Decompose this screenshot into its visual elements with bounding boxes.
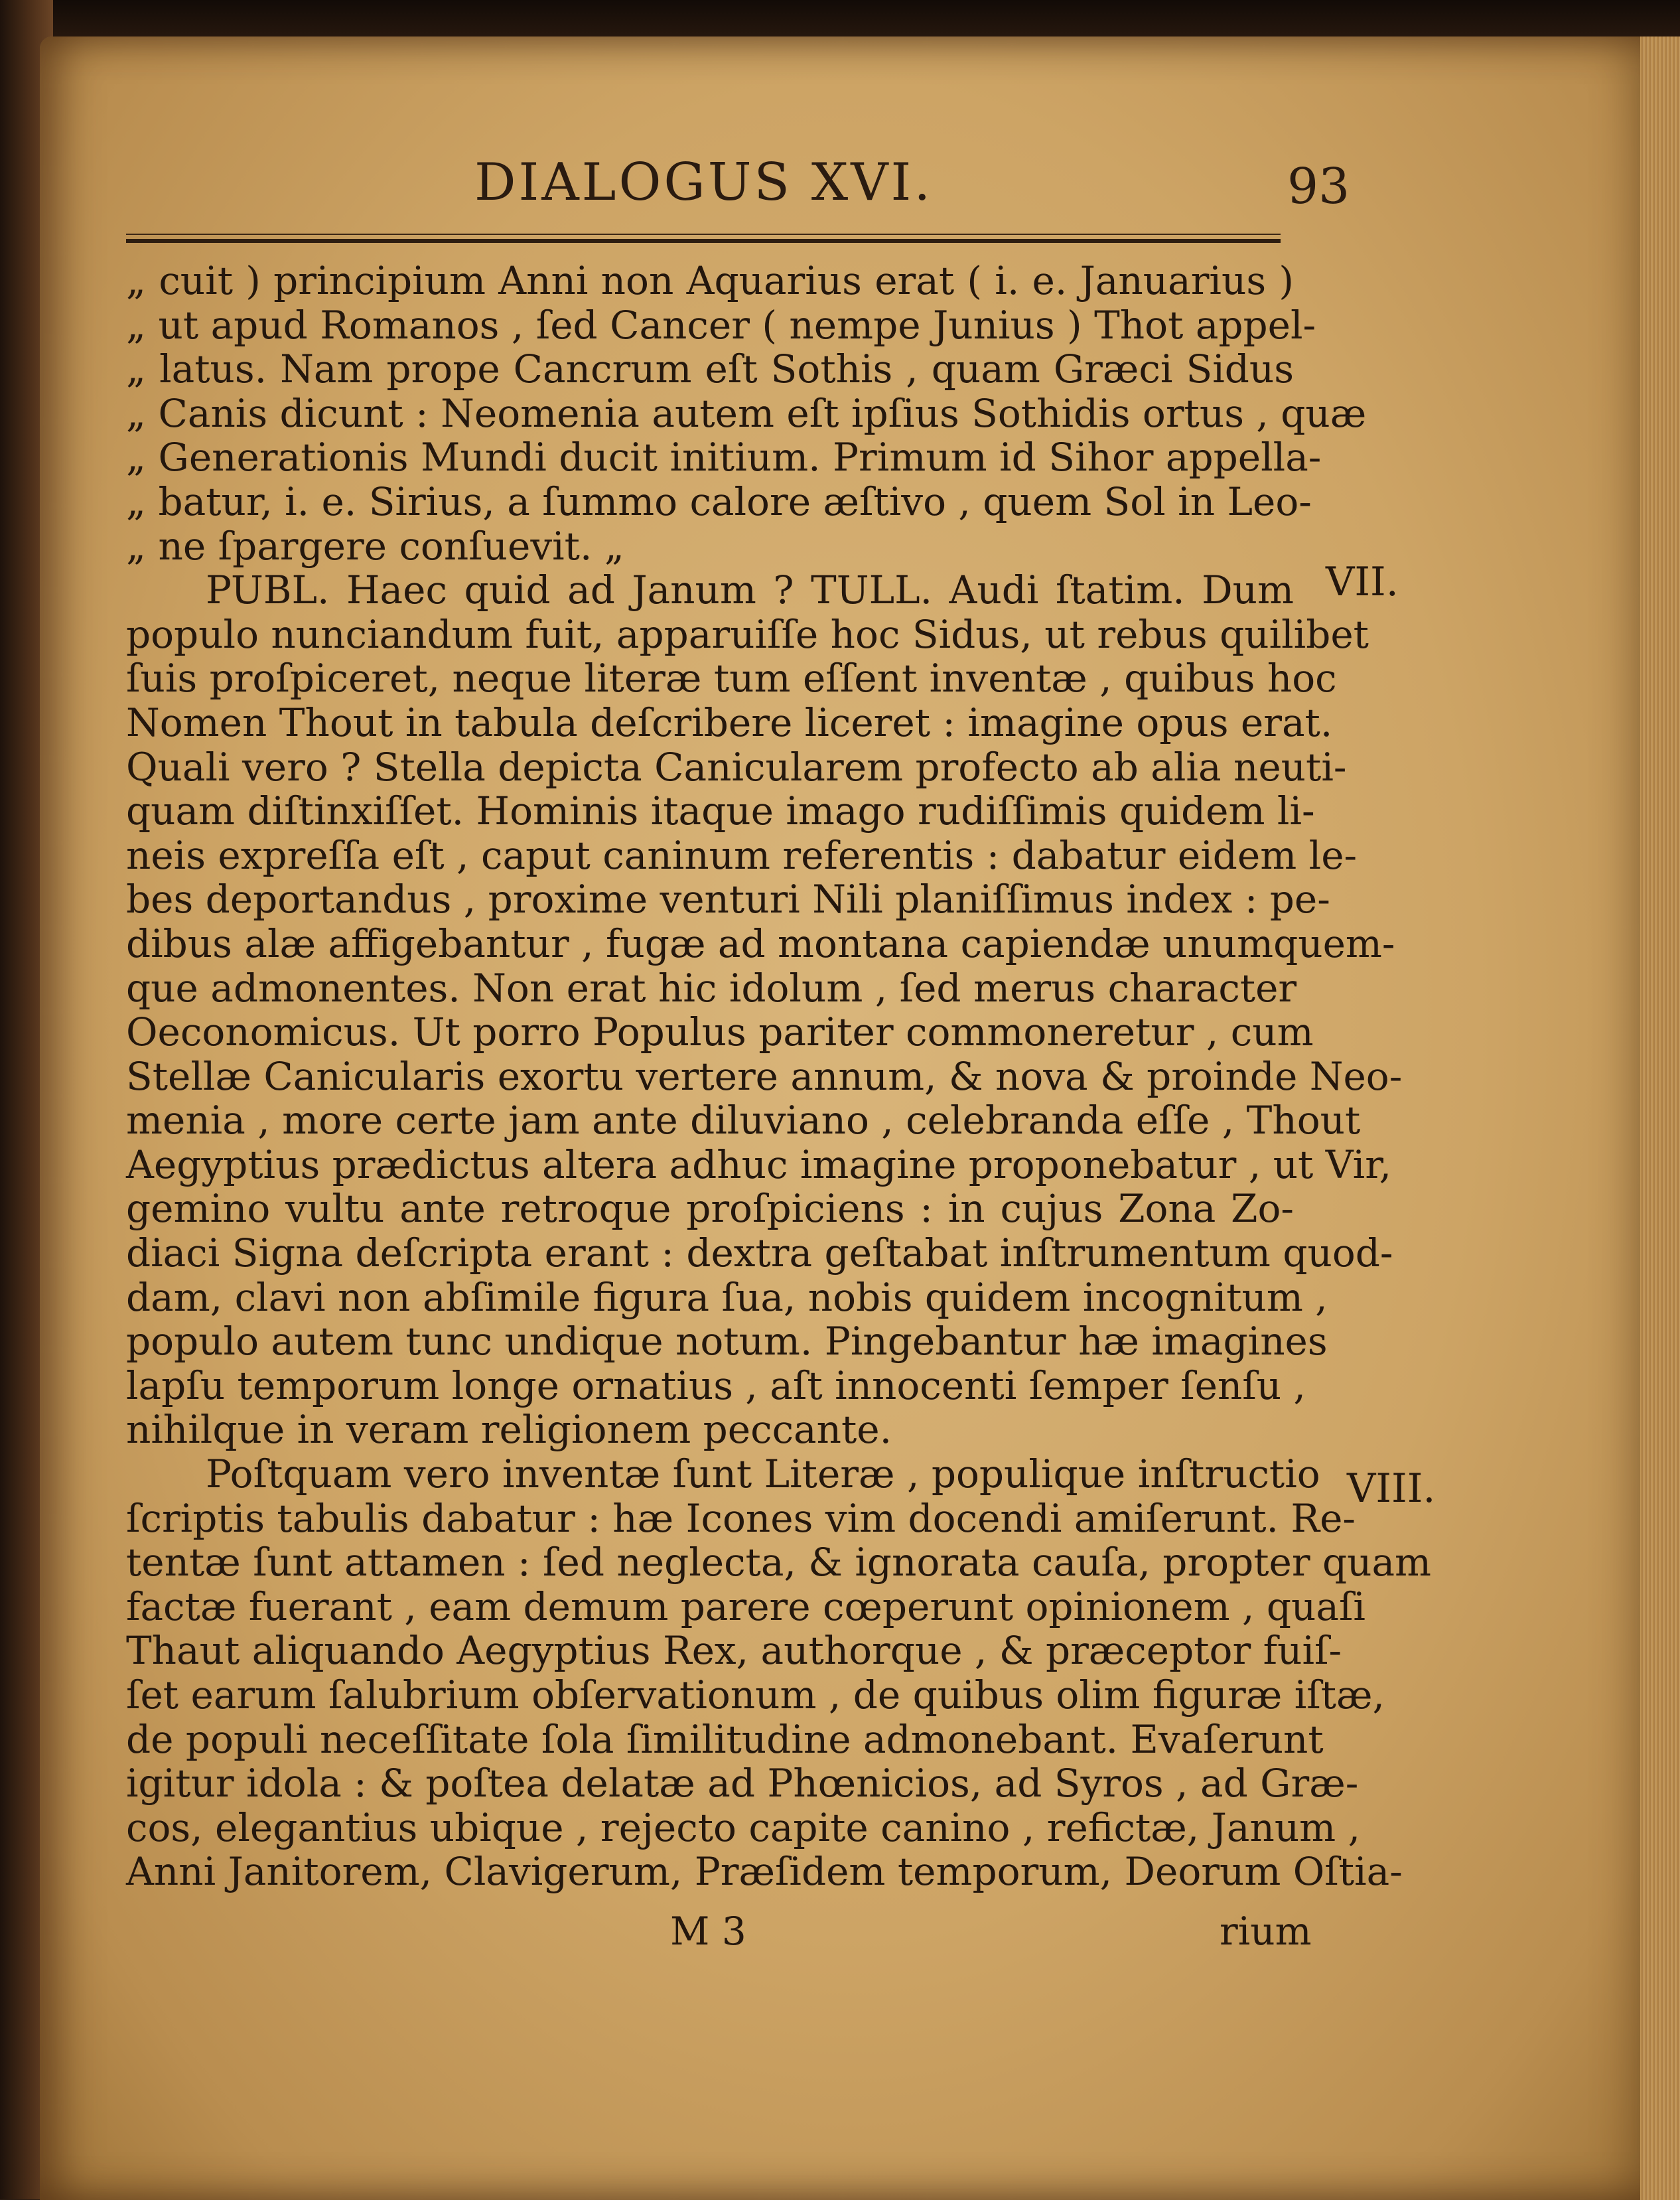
text-line: Nomen Thout in tabula deſcribere liceret : imagine opus erat.: [126, 699, 1333, 745]
text-line: Aegyptius prædictus altera adhuc imagine proponebatur , ut Vir,: [126, 1141, 1392, 1187]
text-line: Thaut aliquando Aegyptius Rex, authorque , & præceptor fuiſ-: [126, 1628, 1342, 1674]
text-line: cos, elegantius ubique , rejecto capite canino , refictæ, Janum ,: [126, 1804, 1361, 1850]
text-line: quam diſtinxiſſet. Hominis itaque imago rudiſſimis quidem li-: [126, 788, 1315, 834]
text-line: ſcriptis tabulis dabatur : hæ Icones vim docendi amiſerunt. Re-: [126, 1495, 1356, 1541]
text-line: „ ut apud Romanos , ſed Cancer ( nempe Junius ) Thot appel-: [126, 302, 1316, 348]
text-line: bes deportandus , proxime venturi Nili planiſſimus index : pe-: [126, 877, 1330, 922]
text-line: dibus alæ affigebantur , fugæ ad montana capiendæ unumquem-: [126, 920, 1395, 966]
text-line: tentæ ſunt attamen : ſed neglecta, & ignorata cauſa, propter quam: [126, 1540, 1432, 1585]
text-line: „ ne ſpargere conſuevit. „: [126, 523, 624, 569]
text-line: PUBL. Haec quid ad Janum ? TULL. Audi ſtatim. Dum: [206, 567, 1294, 613]
text-line: „ latus. Nam prope Cancrum eſt Sothis , quam Græci Sidus: [126, 346, 1294, 392]
text-line: „ cuit ) principium Anni non Aquarius erat ( i. e. Januarius ): [126, 258, 1294, 303]
running-head: [40, 146, 1659, 226]
text-line: ſet earum ſalubrium obſervationum , de quibus olim figuræ iſtæ,: [126, 1672, 1385, 1718]
text-line: Oeconomicus. Ut porro Populus pariter commoneretur , cum: [126, 1009, 1314, 1055]
text-line: ſuis proſpiceret, neque literæ tum eſſent inventæ , quibus hoc: [126, 656, 1337, 701]
text-line: de populi neceſſitate ſola ſimilitudine admonebant. Evaſerunt: [126, 1716, 1324, 1762]
page-edges: [1640, 37, 1680, 2200]
text-line: diaci Signa deſcripta erant : dextra geſtabat inſtrumentum quod-: [126, 1230, 1393, 1276]
text-line: „ Canis dicunt : Neomenia autem eſt ipſius Sothidis ortus , quæ: [126, 390, 1367, 436]
text-line: Stellæ Canicularis exortu vertere annum, & nova & proinde Neo-: [126, 1053, 1403, 1099]
text-line: menia , more certe jam ante diluviano , celebranda eſſe , Thout: [126, 1098, 1361, 1143]
margin-note-vii: VII.: [1326, 559, 1399, 605]
text-line: populo nunciandum fuit, apparuiſſe hoc Sidus, ut rebus quilibet: [126, 611, 1369, 657]
text-line: lapſu temporum longe ornatius , aſt innocenti ſemper ſenſu ,: [126, 1362, 1306, 1408]
header-rule: [126, 239, 1281, 243]
margin-note-viii: VIII.: [1347, 1465, 1436, 1512]
text-line: Poſtquam vero inventæ ſunt Literæ , populique inſtructio: [206, 1451, 1320, 1497]
text-line: populo autem tunc undique notum. Pingebantur hæ imagines: [126, 1319, 1328, 1364]
text-line: factæ fuerant , eam demum parere cœperunt opinionem , quaſi: [126, 1583, 1365, 1629]
text-line: que admonentes. Non erat hic idolum , ſed merus character: [126, 965, 1297, 1011]
text-line: „ batur, i. e. Sirius, a ſummo calore æſtivo , quem Sol in Leo-: [126, 478, 1312, 524]
header-rule-thin: [126, 234, 1281, 235]
page-number: 93: [1287, 158, 1350, 215]
running-head-title: DIALOGUS XVI.: [474, 153, 934, 212]
text-line: Anni Janitorem, Clavigerum, Præſidem temporum, Deorum Oſtia-: [126, 1849, 1403, 1895]
catchword: rium: [1220, 1909, 1312, 1954]
text-line: igitur idola : & poſtea delatæ ad Phœnicios, ad Syros , ad Græ-: [126, 1761, 1359, 1806]
text-line: gemino vultu ante retroque proſpiciens : in cujus Zona Zo-: [126, 1186, 1294, 1232]
text-line: neis expreſſa eſt , caput caninum referentis : dabatur eidem le-: [126, 832, 1358, 878]
text-line: nihilque in veram religionem peccante.: [126, 1407, 892, 1453]
text-line: „ Generationis Mundi ducit initium. Primum id Sihor appella-: [126, 435, 1322, 480]
text-line: dam, clavi non abſimile figura ſua, nobis quidem incognitum ,: [126, 1274, 1328, 1320]
text-line: Quali vero ? Stella depicta Canicularem profecto ab alia neuti-: [126, 744, 1347, 790]
signature-mark: M 3: [670, 1909, 746, 1954]
